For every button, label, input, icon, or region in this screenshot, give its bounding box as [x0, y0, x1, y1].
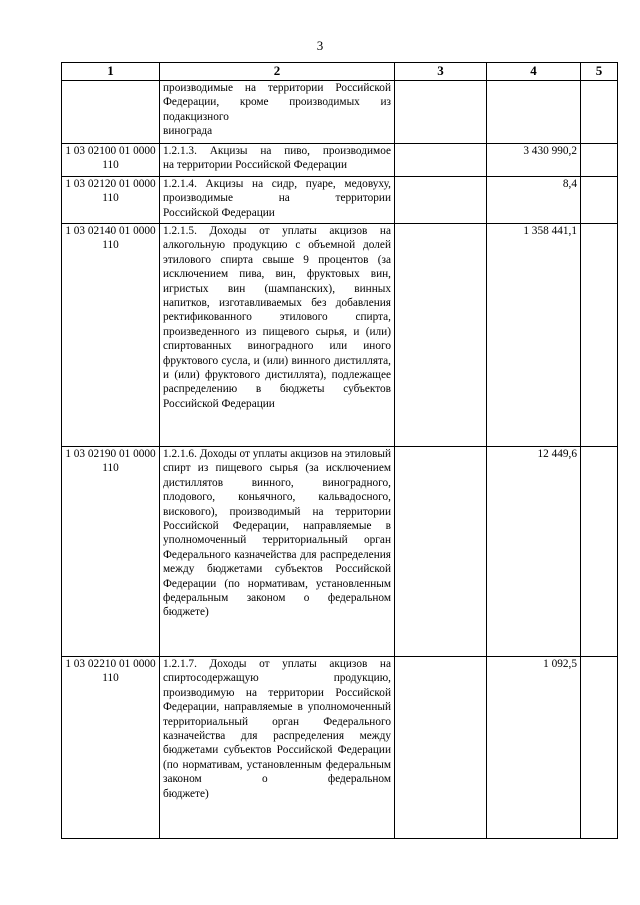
header-col-2: 2: [160, 63, 395, 81]
column-3-cell: [395, 177, 487, 224]
row-description: [160, 657, 395, 839]
budget-code: 1 03 02120 01 0000 110: [62, 177, 160, 224]
table-row: [62, 81, 618, 144]
description-text: 1.2.1.3. Акцизы на пиво, производимое: [163, 145, 391, 157]
amount-cell: 12 449,6: [487, 447, 581, 657]
description-last-line: Российской Федерации: [163, 206, 275, 219]
table-row: [62, 657, 618, 839]
description-last-line: винограда: [163, 125, 213, 138]
column-5-cell: [581, 81, 618, 144]
revenue-table: [61, 62, 618, 839]
budget-code: 1 03 02100 01 0000 110: [62, 144, 160, 177]
description-last-line: бюджете): [163, 606, 209, 619]
budget-code: 1 03 02140 01 0000 110: [62, 224, 160, 447]
description-text: 1.2.1.5. Доходы от уплаты акцизов на алкогольную продукцию с объемной долей этилового спирта свыше 9 процентов (за исключением пива, вин, фруктовых вин, игристых вин (шампанских), винных напитков, изготавливаемых без добавления ректификованного этилового спирта, произведенного из пищевого сырья, и (или) спиртованных виноградного или иного фруктового сусла, и (или) винного дистиллята, и (или) фруктового дистиллята), подлежащее распределению в бюджеты субъектов: [163, 225, 391, 396]
page-number: 3: [316, 38, 324, 53]
amount-cell: [487, 81, 581, 144]
description-last-line: на территории Российской Федерации: [163, 159, 348, 172]
row-description: [160, 224, 395, 447]
row-description: [160, 447, 395, 657]
column-3-cell: [395, 81, 487, 144]
table-row: [62, 144, 618, 177]
description-last-line: бюджете): [163, 787, 209, 800]
amount-cell: 8,4: [487, 177, 581, 224]
column-3-cell: [395, 144, 487, 177]
column-3-cell: [395, 447, 487, 657]
column-5-cell: [581, 657, 618, 839]
amount-cell: 1 358 441,1: [487, 224, 581, 447]
column-5-cell: [581, 177, 618, 224]
header-col-4: 4: [487, 63, 581, 81]
table-row: [62, 224, 618, 447]
column-3-cell: [395, 657, 487, 839]
table-header-row: [62, 63, 618, 81]
description-text: 1.2.1.6. Доходы от уплаты акцизов на этиловый спирт из пищевого сырья (за исключением дистиллятов винного, виноградного, плодового, коньячного, кальвадосного, вискового), производимый на территории Российской Федерации, направляемые в уполномоченный территориальный орган Федерального казначейства для распределения между бюджетами субъектов Российской Федерации (по нормативам, установленным федеральным законом о федеральном: [163, 448, 391, 605]
budget-code: [62, 81, 160, 144]
description-text: производимые на территории Российской Федерации, кроме производимых из подакцизного: [163, 82, 391, 123]
column-5-cell: [581, 144, 618, 177]
row-description: [160, 177, 395, 224]
amount-cell: 3 430 990,2: [487, 144, 581, 177]
row-description: [160, 144, 395, 177]
column-3-cell: [395, 224, 487, 447]
header-col-5: 5: [581, 63, 618, 81]
column-5-cell: [581, 224, 618, 447]
column-5-cell: [581, 447, 618, 657]
header-col-3: 3: [395, 63, 487, 81]
amount-cell: 1 092,5: [487, 657, 581, 839]
row-description: [160, 81, 395, 144]
table-row: [62, 447, 618, 657]
budget-code: 1 03 02210 01 0000 110: [62, 657, 160, 839]
description-last-line: Российской Федерации: [163, 397, 275, 410]
table-row: [62, 177, 618, 224]
header-col-1: 1: [62, 63, 160, 81]
description-text: 1.2.1.7. Доходы от уплаты акцизов на спиртосодержащую продукцию, производимую на территории Российской Федерации, направляемые в уполномоченный территориальный орган Федерального казначейства для распределения между бюджетами субъектов Российской Федерации (по нормативам, установленным федеральным законом о федеральном: [163, 658, 391, 786]
description-text: 1.2.1.4. Акцизы на сидр, пуаре, медовуху, производимые на территории: [163, 178, 391, 205]
budget-code: 1 03 02190 01 0000 110: [62, 447, 160, 657]
